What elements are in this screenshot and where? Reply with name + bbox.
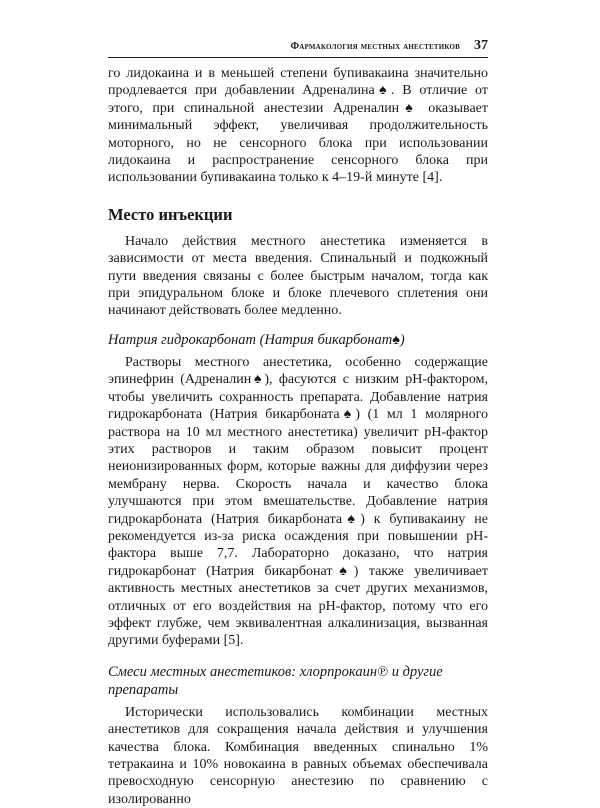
paragraph-sodium-bicarbonate: Растворы местного анестетика, особенно содержащие эпинефрин (Адреналин♠), фасуются с низким pH-фактором, чтобы увеличить сохранность препарата. Добавление натрия гидрокарбоната (Натрия бикарбоната♠) (1 мл 1 молярного раствора на 10 мл местного анестетика) увеличит pH-фактор этих растворов и таким образом повысит процент неионизированных форм, которые важны для диффузии через мембрану нерва. Скорость начала и качество блока улучшаются при этом вмешательстве. Добавление натрия гидрокарбоната (Натрия бикарбоната♠) к бупивакаину не рекомендуется из-за риска осаждения при повышении pH-фактора выше 7,7. Лабораторно доказано, что натрия гидрокарбонат (Натрия бикарбонат♠) также увеличивает активность местных анестетиков за счет других механизмов, отличных от его воздействия на pH-фактор, потому что его эффект глубже, чем эквивалентная алкалинизация, вызванная другими буферами [5]. bbox=[108, 354, 488, 649]
paragraph-continued: го лидокаина и в меньшей степени бупивакаина значительно продлевается при добавлении Адреналина♠. В отличие от этого, при спинальной анестезии Адреналин♠ оказывает минимальный эффект, увеличивая продолжительность моторного, но не сенсорного блока при использовании лидокаина и распространение сенсорного блока при использовании бупивакаина только к 4–19-й минуте [4]. bbox=[108, 66, 488, 186]
paragraph-injection-site: Начало действия местного анестетика изменяется в зависимости от места введения. Спинальный и подкожный пути введения связаны с более быстрым началом, тогда как при эпидуральном блоке и блоке плечевого сплетения они начинают действовать более медленно. bbox=[108, 233, 488, 319]
paragraph-mixtures: Исторически использовались комбинации местных анестетиков для сокращения начала действия и улучшения качества блока. Комбинация введенных спинально 1% тетракаина и 10% новокаина в равных объемах обеспечивала превосходную сенсорную анестезию по сравнению с изолированно bbox=[108, 704, 488, 807]
page-number: 37 bbox=[474, 38, 488, 53]
subheading-sodium-bicarbonate: Натрия гидрокарбонат (Натрия бикарбонат♠) bbox=[108, 331, 405, 348]
running-header bbox=[108, 38, 488, 58]
section-heading-injection-site: Место инъекции bbox=[108, 204, 233, 224]
page bbox=[108, 38, 488, 808]
running-title: Фармакология местных анестетиков bbox=[290, 41, 460, 52]
subheading-mixtures: Смеси местных анестетиков: хлорпрокаин℗ и другие препараты bbox=[108, 663, 443, 698]
